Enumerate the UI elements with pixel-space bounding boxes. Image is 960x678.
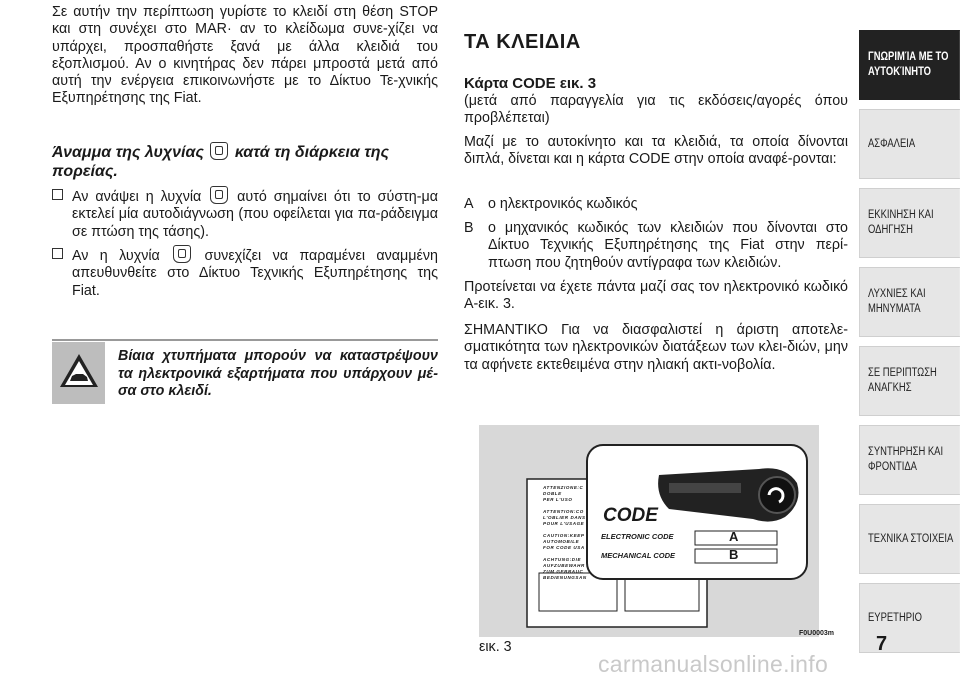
tab-label: ΤΕΧΝΙΚΑ ΣΤΟΙΧΕΙΑ — [868, 532, 954, 545]
bullet1-text-b: αυτό σημαίνει ότι το σύστη-μα εκτελεί μία αυτοδιάγνωση (που οφείλεται για πα-ράδειγμα σε πτώση της τάσης). — [72, 189, 438, 240]
tab-label: ΕΚΚΙΝΗΣΗ ΚΑΙ — [868, 209, 934, 221]
immobilizer-lamp-icon — [210, 142, 228, 160]
note-line: ATTENZIONE:C — [543, 485, 584, 490]
item-key: A — [464, 196, 474, 212]
note-line: POUR L'USAGE — [543, 521, 585, 526]
list-item — [464, 220, 848, 272]
tab-safety[interactable] — [859, 109, 960, 179]
card-notes — [543, 485, 593, 581]
tab-starting-driving[interactable] — [859, 188, 960, 258]
recommend-paragraph: Προτείνεται να έχετε πάντα μαζί σας τον ηλεκτρονικό κωδικό A-εικ. 3. — [464, 279, 848, 313]
bullet1-text-a: Αν ανάψει η λυχνία — [72, 189, 202, 205]
code-card-figure — [479, 425, 819, 637]
bullet-item — [52, 186, 438, 241]
item-text: ο μηχανικός κωδικός των κλειδιών που δίνονται στο Δίκτυο Τεχνικής Εξυπηρέτησης της Fiat στην περί-πτωση που ζητηθούν αντίγραφα των κλειδιών. — [488, 220, 848, 271]
page-number: 7 — [876, 633, 888, 655]
electronic-code-letter: A — [729, 529, 739, 544]
intro-paragraph: Σε αυτήν την περίπτωση γυρίστε το κλειδί στη θέση STOP και στη συνέχει στο MAR· αν το κλείδωμα συνε-χίζει να υπάρχει, προσπαθήστε ξανά με άλλα κλειδιά του εξοπλισμού. Αν ο κινητήρας δεν πάρει μπροστά μετά από αυτή την ενέργεια επικοινωνήστε με το Δίκτυο Τε-χνικής Εξυπηρέτησης της Fiat. — [52, 4, 438, 107]
tab-label: ΛΥΧΝΙΕΣ ΚΑΙ — [868, 288, 926, 300]
tab-label: ΣΥΝΤΗΡΗΣΗ ΚΑΙ — [868, 446, 944, 458]
tab-technical-data[interactable] — [859, 504, 960, 574]
note-line: FOR CODE USA — [543, 545, 585, 550]
lamp-heading-part-a: Άναμμα της λυχνίας — [52, 144, 204, 161]
mechanical-code-label: MECHANICAL CODE — [601, 551, 676, 560]
tab-maintenance[interactable] — [859, 425, 960, 495]
note-line: BEDIENUNGSAN — [543, 575, 587, 580]
list-item — [464, 196, 848, 213]
lamp-heading-part-b: κατά τη διάρκεια της πορείας. — [52, 144, 390, 180]
code-card-paragraph: Μαζί με το αυτοκίνητο και τα κλειδιά, τα οποία δίνονται διπλά, δίνεται και η κάρτα CODE στην οποία αναφέ-ρονται: — [464, 134, 848, 168]
watermark: carmanualsonline.info — [598, 651, 829, 677]
bullet-item — [52, 245, 438, 300]
bullet2-text-b: συνεχίζει να παραμένει αναμμένη απευθυνθείτε στο Δίκτυο Τεχνικής Εξυπηρέτησης της Fiat. — [72, 248, 438, 299]
bullet-box-icon — [52, 189, 63, 200]
card-title: CODE — [603, 505, 658, 526]
tab-label: ΦΡΟΝΤΙΔΑ — [868, 461, 917, 473]
warning-divider — [52, 339, 438, 341]
item-key: B — [464, 220, 474, 236]
warning-text: Βίαια χτυπήματα μπορούν να καταστρέψουν τα ηλεκτρονικά εξαρτήματα που υπάρχουν μέ-σα στο κλειδί. — [118, 348, 438, 399]
note-line: PER L'USO — [543, 497, 573, 502]
tab-lamps-messages[interactable] — [859, 267, 960, 337]
section-title: ΤΑ ΚΛΕΙΔΙΑ — [464, 31, 581, 53]
note-line: ZUM GEBRAUC — [543, 569, 584, 574]
note-line: ATTENTION:CO — [543, 509, 584, 514]
warning-box — [52, 342, 105, 404]
note-line: L'OBLIER DANS — [543, 515, 586, 520]
figure-caption: εικ. 3 — [479, 639, 512, 655]
tab-getting-to-know[interactable] — [859, 30, 960, 100]
tab-index[interactable] — [859, 583, 960, 653]
tab-label: ΟΔΗΓΗΣΗ — [868, 224, 913, 236]
code-card-illustration — [479, 425, 819, 637]
tab-label: ΣΕ ΠΕΡΙΠΤΩΣΗ — [868, 367, 937, 379]
lamp-heading — [52, 142, 438, 181]
note-line: DOBLE — [543, 491, 562, 496]
tab-emergency[interactable] — [859, 346, 960, 416]
immobilizer-lamp-icon — [173, 245, 191, 263]
tab-label: ΑΝΑΓΚΗΣ — [868, 382, 912, 394]
tab-label: ΜΗΝΥΜΑΤΑ — [868, 303, 921, 315]
note-line: ACHTUNG:DIE — [543, 557, 582, 562]
subheading-note: (μετά από παραγγελία για τις εκδόσεις/αγορές όπου προβλέπεται) — [464, 93, 848, 127]
tab-label: ΓΝΩΡΙΜΊΑ ΜΕ ΤΟ — [868, 51, 949, 63]
tab-label: ΕΥΡΕΤΗΡΙΟ — [868, 611, 922, 624]
note-line: AUFZUBEWAHR — [543, 563, 585, 568]
tab-label: ΑΥΤΟΚΊΝΗΤΟ — [868, 66, 932, 78]
immobilizer-lamp-icon — [210, 186, 228, 204]
note-line: CAUTION:KEEP — [543, 533, 585, 538]
important-paragraph: ΣΗΜΑΝΤΙΚΟ Για να διασφαλιστεί η άριστη αποτελε-σματικότητα των ηλεκτρονικών διατάξεων των κλει-διών, μην τα αφήνετε εκτεθειμένα στην ηλιακή ακτι-νοβολία. — [464, 322, 848, 373]
bullet2-text-a: Αν η λυχνία — [72, 248, 160, 264]
car-icon — [68, 372, 90, 384]
item-text: ο ηλεκτρονικός κωδικός — [488, 196, 638, 212]
bullet-box-icon — [52, 248, 63, 259]
mechanical-code-letter: B — [729, 547, 739, 562]
electronic-code-label: ELECTRONIC CODE — [601, 532, 674, 541]
note-line: AUTOMOBILE — [543, 539, 580, 544]
code-card-subheading: Κάρτα CODE εικ. 3 — [464, 75, 597, 92]
tab-label: ΑΣΦΑΛΕΙΑ — [868, 137, 916, 150]
figure-code: F0U0003m — [799, 630, 835, 637]
